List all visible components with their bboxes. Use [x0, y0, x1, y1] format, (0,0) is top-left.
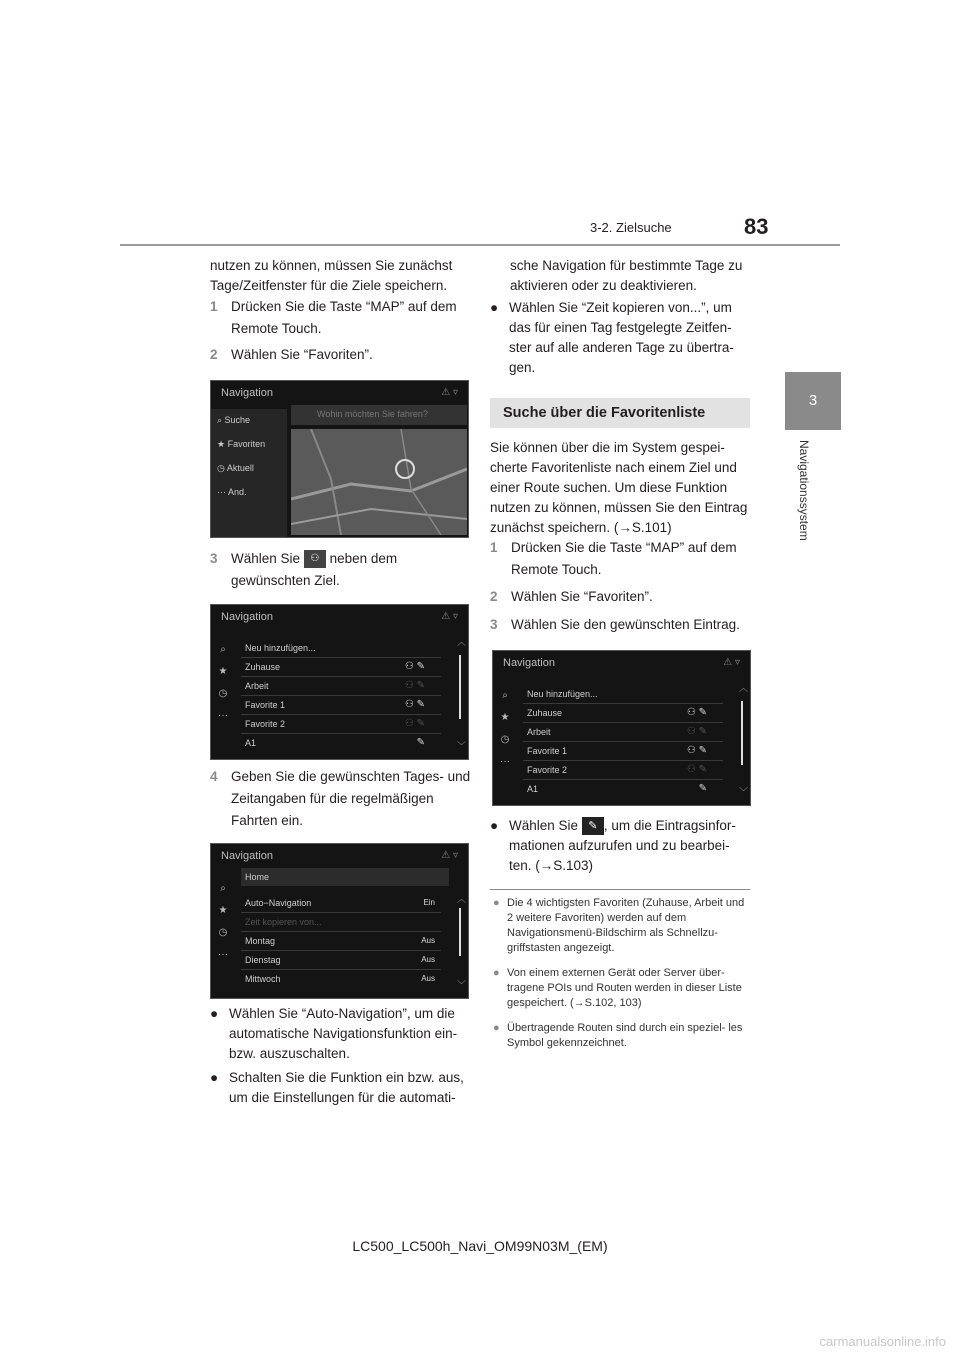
step-text: Wählen Sie “Favoriten”.	[231, 347, 373, 362]
scrollbar[interactable]	[457, 892, 467, 992]
route-pen-icon: ⚇ ✎	[404, 718, 425, 729]
search-bar[interactable]	[291, 405, 467, 425]
note-item: ● Übertragende Routen sind durch ein speziel- les Symbol gekennzeichnet.	[493, 1022, 743, 1049]
more-icon[interactable]: ···	[218, 710, 228, 721]
list-item[interactable]: A1 ✎	[523, 780, 723, 798]
list-item[interactable]: Arbeit ⚇ ✎	[523, 723, 723, 742]
step-text: Drücken Sie die Taste “MAP” auf dem Remote Touch.	[231, 299, 457, 336]
list-item[interactable]: Zuhause ⚇ ✎	[523, 704, 723, 723]
side-icons	[211, 878, 235, 966]
bullet-copy-time: ● Wählen Sie “Zeit kopieren von...”, um das für einen Tag festgelegte Zeitfen- ster auf alle anderen Tage zu übertra- gen.	[490, 300, 734, 375]
scrollbar[interactable]	[457, 635, 467, 753]
route-pen-icon: ⚇ ✎	[686, 764, 707, 775]
setting-row[interactable]: Auto−Navigation Ein	[241, 894, 441, 913]
section-heading: Suche über die Favoritenliste	[490, 398, 750, 428]
list-item[interactable]: Favorite 1 ⚇ ✎	[241, 696, 441, 715]
step-number: 1	[490, 540, 498, 555]
chevron-down-icon[interactable]: ﹀	[457, 741, 467, 751]
header-rule	[120, 244, 840, 246]
setting-row[interactable]: Zeit kopieren von...	[241, 913, 441, 932]
step-number: 3	[490, 617, 498, 632]
list-item[interactable]: Favorite 2 ⚇ ✎	[241, 715, 441, 734]
step-number: 4	[210, 769, 218, 784]
screen-favorites-list	[210, 604, 469, 760]
clock-icon[interactable]: ◷	[218, 927, 228, 938]
left-step-3	[210, 548, 472, 592]
status-icon: ⚠ ▿	[723, 657, 740, 668]
setting-row[interactable]: Mittwoch Aus	[245, 974, 435, 984]
setting-row[interactable]: Montag Aus	[241, 932, 441, 951]
search-placeholder: Wohin möchten Sie fahren?	[317, 409, 428, 419]
menu-search[interactable]: ⌕ Suche	[217, 415, 251, 425]
status-icon: ⚠ ▿	[441, 387, 458, 398]
pen-icon[interactable]: ✎	[698, 783, 707, 794]
list-item[interactable]: Favorite 2 ⚇ ✎	[523, 761, 723, 780]
chevron-up-icon[interactable]: ︿	[457, 637, 467, 647]
route-pen-icon: ⚇ ✎	[404, 680, 425, 691]
chapter-tab: 3	[785, 372, 841, 430]
map-roads	[291, 429, 467, 535]
screen-auto-navigation	[210, 843, 469, 999]
screen-title: Navigation	[503, 657, 555, 669]
right-step-1	[490, 537, 752, 581]
bullet-toggle: ● Schalten Sie die Funktion ein bzw. aus, um die Einstellungen für die automati-	[210, 1070, 464, 1105]
left-step-2	[210, 344, 472, 366]
menu-more[interactable]: ··· And.	[217, 487, 247, 497]
route-pen-icon[interactable]: ⚇ ✎	[686, 707, 707, 718]
list-item[interactable]: Neu hinzufügen...	[523, 685, 723, 704]
footer-code: LC500_LC500h_Navi_OM99N03M_(EM)	[352, 1238, 608, 1254]
step-text: Wählen Sie den gewünschten Eintrag.	[511, 617, 740, 632]
side-icons	[211, 639, 235, 727]
screen-favorites-list-2	[492, 650, 751, 806]
step-number: 2	[210, 347, 218, 362]
chapter-title: Navigationssystem	[797, 440, 811, 541]
screen-navigation-map	[210, 380, 469, 538]
clock-icon[interactable]: ◷	[218, 688, 228, 699]
page-number: 83	[744, 214, 769, 239]
right-step-3	[490, 614, 752, 636]
menu-current[interactable]: ◷ Aktuell	[217, 463, 254, 473]
section-title: 3-2. Zielsuche	[590, 220, 672, 235]
list-item[interactable]: Favorite 1 ⚇ ✎	[523, 742, 723, 761]
setting-row[interactable]: Dienstag Aus	[241, 951, 441, 970]
star-icon[interactable]: ★	[218, 905, 228, 916]
nav-menu	[211, 409, 287, 537]
route-icon: ⚇	[304, 550, 326, 568]
search-icon[interactable]: ⌕	[220, 883, 226, 894]
home-title: Home	[241, 868, 449, 886]
favorites-intro: Sie können über die im System gespei- cherte Favoritenliste nach einem Ziel und einer Route suchen. Um diese Funktion nutzen zu können, müssen Sie den Eintrag zunächst speichern. (→S.101)	[490, 440, 748, 535]
route-pen-icon[interactable]: ⚇ ✎	[404, 699, 425, 710]
step-text: Drücken Sie die Taste “MAP” auf dem Remote Touch.	[511, 540, 737, 577]
screen-title: Navigation	[221, 611, 273, 623]
search-icon[interactable]: ⌕	[220, 644, 226, 655]
bullet-edit-entry: ● Wählen Sie ✎ , um die Eintragsinfor- mationen aufzurufen und zu bearbei- ten. (→S.103)	[490, 818, 736, 873]
left-step-4	[210, 766, 472, 832]
route-pen-icon[interactable]: ⚇ ✎	[404, 661, 425, 672]
left-step-1	[210, 296, 472, 340]
chevron-down-icon[interactable]: ﹀	[457, 980, 467, 990]
list-item[interactable]: Zuhause ⚇ ✎	[241, 658, 441, 677]
step-number: 2	[490, 589, 498, 604]
star-icon[interactable]: ★	[500, 712, 510, 723]
notes-divider	[490, 889, 750, 890]
route-pen-icon: ⚇ ✎	[686, 726, 707, 737]
note-item: ● Von einem externen Gerät oder Server über- tragene POIs und Routen werden in dieser Liste gespeichert. (→S.102, 103)	[493, 967, 742, 1009]
intro-text: nutzen zu können, müssen Sie zunächst Tage/Zeitfenster für die Ziele speichern.	[210, 258, 453, 293]
pen-icon: ✎	[582, 817, 604, 835]
status-icon: ⚠ ▿	[441, 850, 458, 861]
step-text: Wählen Sie “Favoriten”.	[511, 589, 653, 604]
route-pen-icon[interactable]: ⚇ ✎	[686, 745, 707, 756]
list-item[interactable]: A1 ✎	[241, 734, 441, 752]
search-icon[interactable]: ⌕	[502, 690, 508, 701]
watermark: carmanualsonline.info	[819, 1334, 946, 1349]
scrollbar[interactable]	[739, 681, 749, 799]
map-view[interactable]	[291, 429, 467, 535]
bullet-auto-navigation: ● Wählen Sie “Auto-Navigation”, um die automatische Navigationsfunktion ein- bzw. auszuschalten.	[210, 1006, 458, 1061]
step-text: Geben Sie die gewünschten Tages- und Zeitangaben für die regelmäßigen Fahrten ein.	[231, 769, 471, 828]
chevron-up-icon[interactable]: ︿	[739, 683, 749, 693]
right-step-2	[490, 586, 752, 608]
pen-icon[interactable]: ✎	[416, 737, 425, 748]
step-number: 1	[210, 299, 218, 314]
chevron-up-icon[interactable]: ︿	[457, 894, 467, 904]
continued-text: sche Navigation für bestimmte Tage zu aktivieren oder zu deaktivieren.	[510, 258, 743, 293]
more-icon[interactable]: ···	[500, 756, 510, 767]
step-number: 3	[210, 551, 218, 566]
status-icon: ⚠ ▿	[441, 611, 458, 622]
list-item[interactable]: Neu hinzufügen...	[241, 639, 441, 658]
screen-title: Navigation	[221, 850, 273, 862]
screen-title: Navigation	[221, 387, 273, 399]
step-text: Wählen Sie ⚇ neben dem gewünschten Ziel.	[231, 551, 398, 588]
menu-favorites[interactable]: ★ Favoriten	[217, 439, 266, 449]
clock-icon[interactable]: ◷	[500, 734, 510, 745]
more-icon[interactable]: ···	[218, 949, 228, 960]
note-item: ● Die 4 wichtigsten Favoriten (Zuhause, Arbeit und 2 weitere Favoriten) werden auf dem Navigationsmenü-Bildschirm als Schnellzu- griffstasten angezeigt.	[493, 897, 745, 954]
list-item[interactable]: Arbeit ⚇ ✎	[241, 677, 441, 696]
star-icon[interactable]: ★	[218, 666, 228, 677]
side-icons	[493, 685, 517, 773]
chevron-down-icon[interactable]: ﹀	[739, 787, 749, 797]
